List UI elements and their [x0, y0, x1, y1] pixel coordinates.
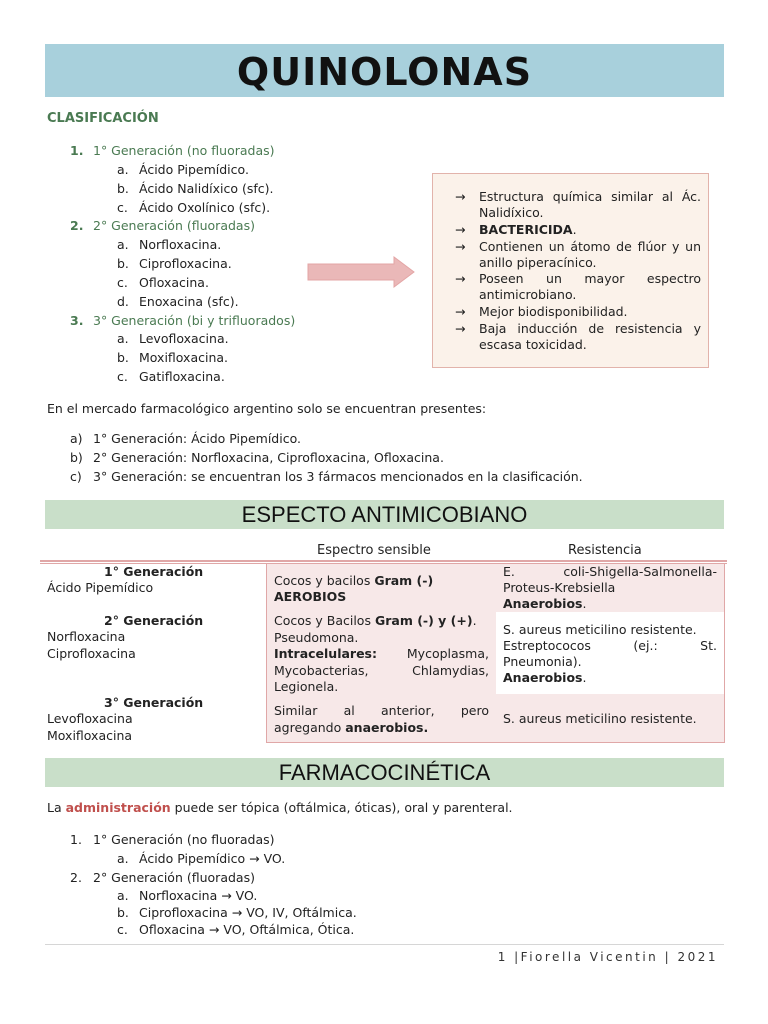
- item-letter: a.: [117, 162, 129, 177]
- item-text: Ácido Pipemídico.: [139, 162, 249, 177]
- drug-name: Norfloxacina: [47, 629, 126, 644]
- item-letter: c.: [117, 922, 128, 937]
- arrow-icon: →: [455, 239, 466, 254]
- property-item: → Estructura química similar al Ác. Nalidíxico.: [455, 189, 701, 220]
- item-text: Levofloxacina.: [139, 331, 229, 346]
- property-item: → Poseen un mayor espectro antimicrobiano.: [455, 271, 701, 302]
- clasificacion-heading: CLASIFICACIÓN: [47, 111, 159, 126]
- item-text: Moxifloxacina.: [139, 350, 229, 365]
- property-item: → Baja inducción de resistencia y escasa toxicidad.: [455, 321, 701, 352]
- arrow-icon: →: [455, 189, 466, 204]
- properties-box: [432, 173, 709, 368]
- col-header-resistencia: Resistencia: [568, 543, 642, 558]
- mercado-item: 2° Generación: Norfloxacina, Ciprofloxacina, Ofloxacina.: [93, 450, 444, 465]
- keyword-administracion: administración: [65, 800, 171, 815]
- group-label: 2° Generación (fluoradas): [93, 218, 255, 233]
- property-item: → Contienen un átomo de flúor y un anillo piperacínico.: [455, 239, 701, 270]
- generation-label: 2° Generación: [104, 613, 204, 628]
- property-item: → Mejor biodisponibilidad.: [455, 304, 628, 319]
- sensible-cell: Similar al anterior, pero agregando anaerobios.: [274, 703, 489, 735]
- group-label: 1° Generación (no fluoradas): [93, 832, 275, 847]
- item-text: Enoxacina (sfc).: [139, 294, 239, 309]
- item-letter: c.: [117, 369, 128, 384]
- group-label: 2° Generación (fluoradas): [93, 870, 255, 885]
- item-letter: a.: [117, 237, 129, 252]
- arrow-icon: →: [455, 321, 466, 336]
- sensible-cell: Cocos y Bacilos Gram (-) y (+). Pseudomona. Intracelulares: Mycoplasma, Mycobacterias, Chlamydias, Legionela.: [274, 613, 489, 694]
- mercado-letter: a): [70, 431, 83, 446]
- farmaco-intro: La administración puede ser tópica (oftálmica, óticas), oral y parenteral.: [47, 800, 513, 815]
- farmaco-heading: FARMACOCINÉTICA: [45, 758, 724, 787]
- group-number: 2.: [70, 218, 84, 233]
- group-number: 1.: [70, 832, 82, 847]
- item-letter: a.: [117, 888, 129, 903]
- mercado-item: 3° Generación: se encuentran los 3 fármacos mencionados en la clasificación.: [93, 469, 583, 484]
- right-arrow-icon: [306, 256, 416, 288]
- mercado-intro: En el mercado farmacológico argentino solo se encuentran presentes:: [47, 401, 487, 416]
- item-text: Norfloxacina.: [139, 237, 222, 252]
- mercado-letter: b): [70, 450, 83, 465]
- arrow-icon: →: [455, 304, 466, 319]
- drug-name: Ciprofloxacina: [47, 646, 136, 661]
- item-letter: b.: [117, 256, 129, 271]
- group-number: 1.: [70, 143, 84, 158]
- table-bottom-rule: [266, 742, 725, 743]
- resistencia-cell: S. aureus meticilino resistente.: [503, 711, 697, 726]
- arrow-icon: →: [455, 222, 466, 237]
- property-item: → BACTERICIDA.: [455, 222, 577, 237]
- table-top-rule: [40, 560, 727, 562]
- col-header-sensible: Espectro sensible: [317, 543, 431, 558]
- item-letter: c.: [117, 275, 128, 290]
- item-text: Ácido Nalidíxico (sfc).: [139, 181, 274, 196]
- item-text: Ofloxacina.: [139, 275, 209, 290]
- item-text: Ciprofloxacina → VO, IV, Oftálmica.: [139, 905, 357, 920]
- espectro-heading: ESPECTO ANTIMICOBIANO: [45, 500, 724, 529]
- arrow-icon: →: [455, 271, 466, 286]
- drug-name: Ácido Pipemídico: [47, 580, 154, 595]
- page-title: QUINOLONAS: [45, 44, 724, 97]
- item-letter: b.: [117, 905, 129, 920]
- page-footer: 1 |Fiorella Vicentin | 2021: [497, 950, 718, 964]
- sensible-cell: Cocos y bacilos Gram (-) AEROBIOS: [274, 573, 434, 604]
- group-label: 1° Generación (no fluoradas): [93, 143, 275, 158]
- item-letter: c.: [117, 200, 128, 215]
- mercado-letter: c): [70, 469, 82, 484]
- drug-name: Moxifloxacina: [47, 728, 133, 743]
- drug-name: Levofloxacina: [47, 711, 133, 726]
- item-text: Ofloxacina → VO, Oftálmica, Ótica.: [139, 922, 355, 937]
- item-text: Gatifloxacina.: [139, 369, 225, 384]
- item-letter: d.: [117, 294, 129, 309]
- resistencia-cell: S. aureus meticilino resistente. Estreptococos (ej.: St. Pneumonia). Anaerobios.: [503, 622, 717, 685]
- group-label: 3° Generación (bi y trifluorados): [93, 313, 296, 328]
- item-text: Ácido Pipemídico → VO.: [139, 851, 286, 866]
- resistencia-cell: E. coli-Shigella-Salmonella-Proteus-Krebsiella Anaerobios.: [503, 564, 717, 611]
- group-number: 2.: [70, 870, 82, 885]
- item-letter: a.: [117, 851, 129, 866]
- group-number: 3.: [70, 313, 84, 328]
- item-letter: a.: [117, 331, 129, 346]
- item-letter: b.: [117, 181, 129, 196]
- generation-label: 1° Generación: [104, 564, 204, 579]
- item-text: Ciprofloxacina.: [139, 256, 232, 271]
- item-text: Ácido Oxolínico (sfc).: [139, 200, 271, 215]
- item-text: Norfloxacina → VO.: [139, 888, 258, 903]
- mercado-item: 1° Generación: Ácido Pipemídico.: [93, 431, 301, 446]
- footer-rule: [45, 944, 724, 945]
- generation-label: 3° Generación: [104, 695, 204, 710]
- table-right-border: [724, 564, 725, 743]
- item-letter: b.: [117, 350, 129, 365]
